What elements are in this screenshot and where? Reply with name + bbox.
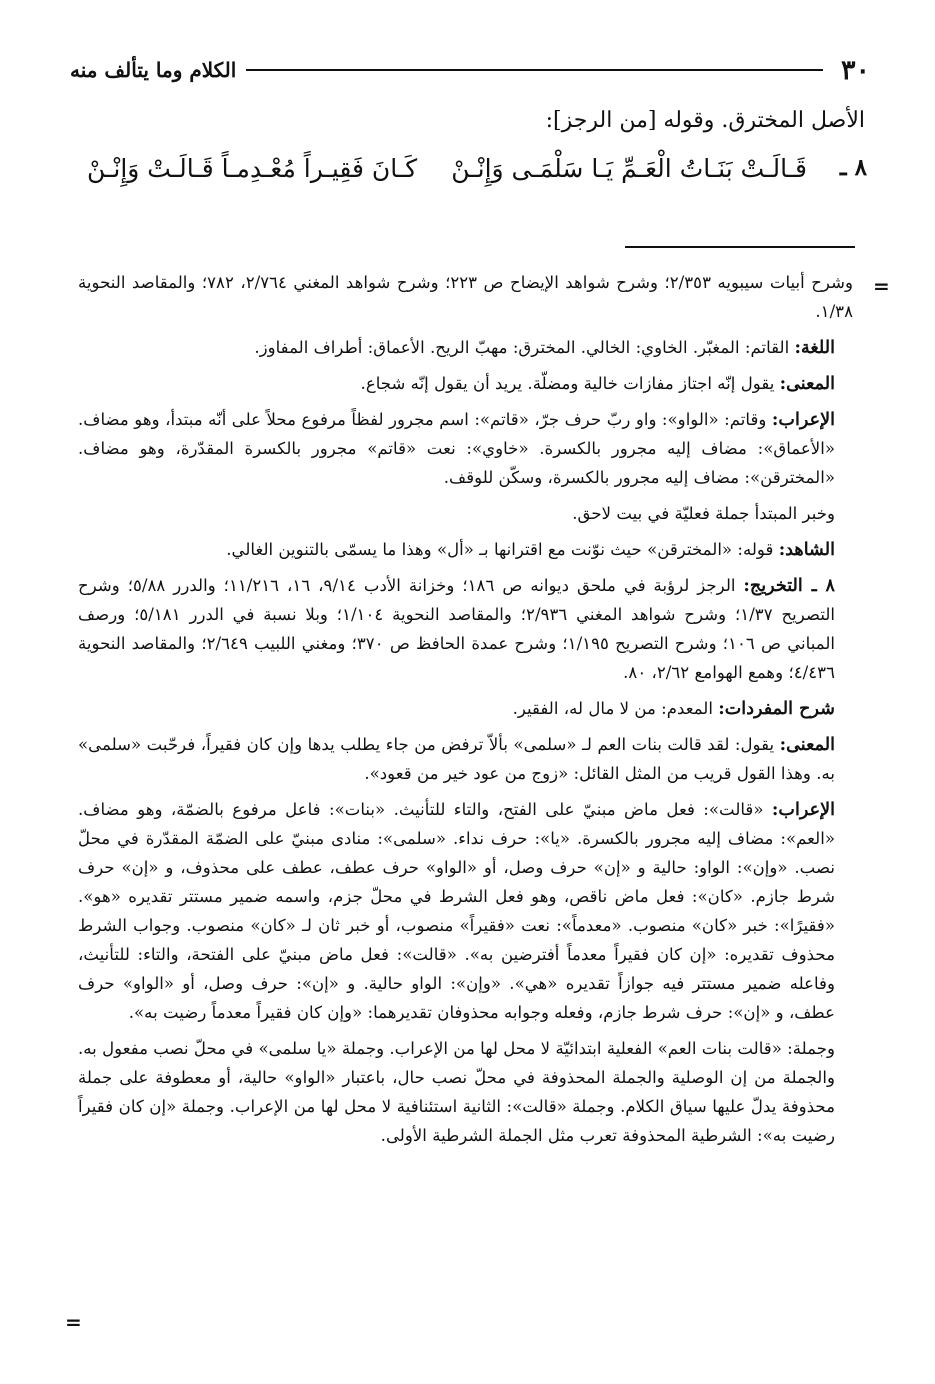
note-label: الإعراب:: [771, 799, 835, 820]
page-number: ٣٠: [840, 54, 870, 86]
note-text: يقول إنّه اجتاز مفازات خالية ومضلّة. يريد أن يقول إنّه شجاع.: [360, 374, 780, 393]
verse-hemistich-first: قَـالَـتْ بَنَـاتُ الْعَـمِّ يَـا سَلْمَـى وَإِنْـنْ: [451, 154, 807, 183]
note-sentences: وجملة: «قالت بنات العم» الفعلية ابتدائيّة لا محل لها من الإعراب. وجملة «يا سلمى» في محلّ نصب مفعول به. والجملة من إن الوصلية والجملة المحذوفة في محلّ نصب حال، باعتبار «الواو» حالية، أو معطوفة على جملة محذوفة يدلّ عليها سياق الكلام. وجملة «قالت»: الثانية استئنافية لا محل لها من الإعراب. وجملة «إن كان فقيراً رضيت به»: الشرطية المحذوفة تعرب مثل الجملة الشرطية الأولى.: [78, 1039, 835, 1145]
note-sources: [78, 571, 853, 687]
note-text: «قالت»: فعل ماض مبنيّ على الفتح، والتاء للتأنيث. «بنات»: فاعل مرفوع بالضمّة، وهو مضاف. «العم»: مضاف إليه مجرور بالكسرة. «يا»: حرف نداء. «سلمى»: منادى مبنيّ على الضمّة المقدّرة في محلّ نصب. «وإن»: الواو: حالية و «إن» حرف وصل، أو «الواو» حرف عطف، عطف على محذوف، و «إن» حرف شرط جازم. «كان»: فعل ماض ناقص، وهو فعل الشرط في محلّ جزم، واسمه ضمير مستتر تقديره «هو». «فقيرًا»: خبر «كان» منصوب. «معدماً»: نعت «فقيراً» منصوب، أو خبر ثان لـ «كان» منصوب. وجواب الشرط محذوف تقديره: «إن كان فقيراً معدماً أفترضين به». «قالت»: فعل ماض مبنيّ على الفتحة، والتاء: للتأنيث، وفاعله ضمير مستتر فيه جوازاً تقديره «هي». «وإن»: الواو حالية. و «إن»: حرف وصل، أو «الواو» حرف عطف، و «إن»: حرف شرط جازم، وفعله وجوابه محذوفان تقديرهما: «وإن كان فقيراً معدماً رضيت به».: [78, 800, 835, 1022]
verse-line: [67, 148, 867, 192]
running-title: الكلام وما يتألف منه: [70, 58, 237, 82]
note-label: شرح المفردات:: [718, 698, 835, 719]
note-label: اللغة:: [794, 337, 835, 358]
note-text: وقاتم: «الواو»: واو ربّ حرف جرّ، «قاتم»: اسم مجرور لفظاً مرفوع محلاً على أنّه مبتدأ، وهو مضاف. «الأعماق»: مضاف إليه مجرور بالكسرة. «خاوي»: نعت «قاتم» مجرور بالكسرة المقدّرة، وهو مضاف. «المخترقن»: مضاف إليه مجرور بالكسرة، وسكّن للوقف.: [78, 410, 835, 487]
note-parsing: [78, 405, 853, 492]
verse-number: ٨ ـ: [839, 154, 867, 181]
note-vocabulary: [78, 694, 853, 723]
note-parsing-2: [78, 795, 853, 1027]
intro-line: الأصل المخترق. وقوله [من الرجز]:: [545, 108, 865, 133]
note-text: القاتم: المغبّر. الخاوي: الخالي. المخترق: مهبّ الريح. الأعماق: أطراف المفاوز.: [254, 338, 795, 357]
note-text: يقول: لقد قالت بنات العم لـ «سلمى» بألاّ ترفض من جاء يطلب يدها وإن كان فقيراً، فرحّبت «سلمى» به. وهذا القول قريب من المثل القائل: «زوج من عود خير من قعود».: [78, 735, 835, 783]
note-label: الشاهد:: [778, 539, 835, 560]
note-meaning: [78, 369, 853, 398]
note-text: الرجز لرؤبة في ملحق ديوانه ص ١٨٦؛ وخزانة الأدب ٩/١٤، ١٦، ١١/٢١٦؛ والدرر ٥/٨٨؛ وشرح التصريح ١/٣٧؛ وشرح شواهد المغني ٢/٩٣٦؛ والمقاصد النحوية ١/١٠٤؛ وبلا نسبة في الدرر ٥/١٨١؛ ورصف المباني ص ١٠٦؛ وشرح التصريح ١/١٩٥؛ وشرح عمدة الحافظ ص ٣٧٠؛ ومغني اللبيب ٢/٦٤٩؛ والمقاصد النحوية ٤/٤٣٦؛ وهمع الهوامع ٢/٦٢، ٨٠.: [78, 576, 835, 682]
note-meaning-2: [78, 730, 853, 788]
note-evidence: [78, 535, 853, 564]
note-label: المعنى:: [779, 734, 835, 755]
note-label: ٨ ـ التخريج:: [743, 575, 835, 596]
page-header: [70, 52, 870, 88]
note-text: قوله: «المخترقن» حيث نوّنت مع اقترانها بـ «أل» وهذا ما يسمّى بالتنوين الغالي.: [226, 540, 779, 559]
note-label: الإعراب:: [771, 409, 835, 430]
note-predicate: وخبر المبتدأ جملة فعليّة في بيت لاحق.: [572, 504, 835, 523]
footnote-references: وشرح أبيات سيبويه ٢/٣٥٣؛ وشرح شواهد الإيضاح ص ٢٢٣؛ وشرح شواهد المغني ٢/٧٦٤، ٧٨٢؛ والمقاصد النحوية ١/٣٨.: [78, 273, 854, 321]
verse-hemistich-second: كَـانَ فَقِيـراً مُعْـدِمـاً قَـالَـتْ وَإِنْـنْ: [87, 154, 418, 183]
footnotes: [78, 268, 853, 1157]
note-text: المعدم: من لا مال له، الفقير.: [512, 699, 719, 718]
footnote-rule: [625, 246, 855, 248]
continuation-mark-top: =: [873, 274, 890, 298]
continuation-mark-bottom: =: [65, 1310, 82, 1334]
note-label: المعنى:: [779, 373, 835, 394]
note-language: [78, 333, 853, 362]
header-rule: [246, 69, 823, 71]
